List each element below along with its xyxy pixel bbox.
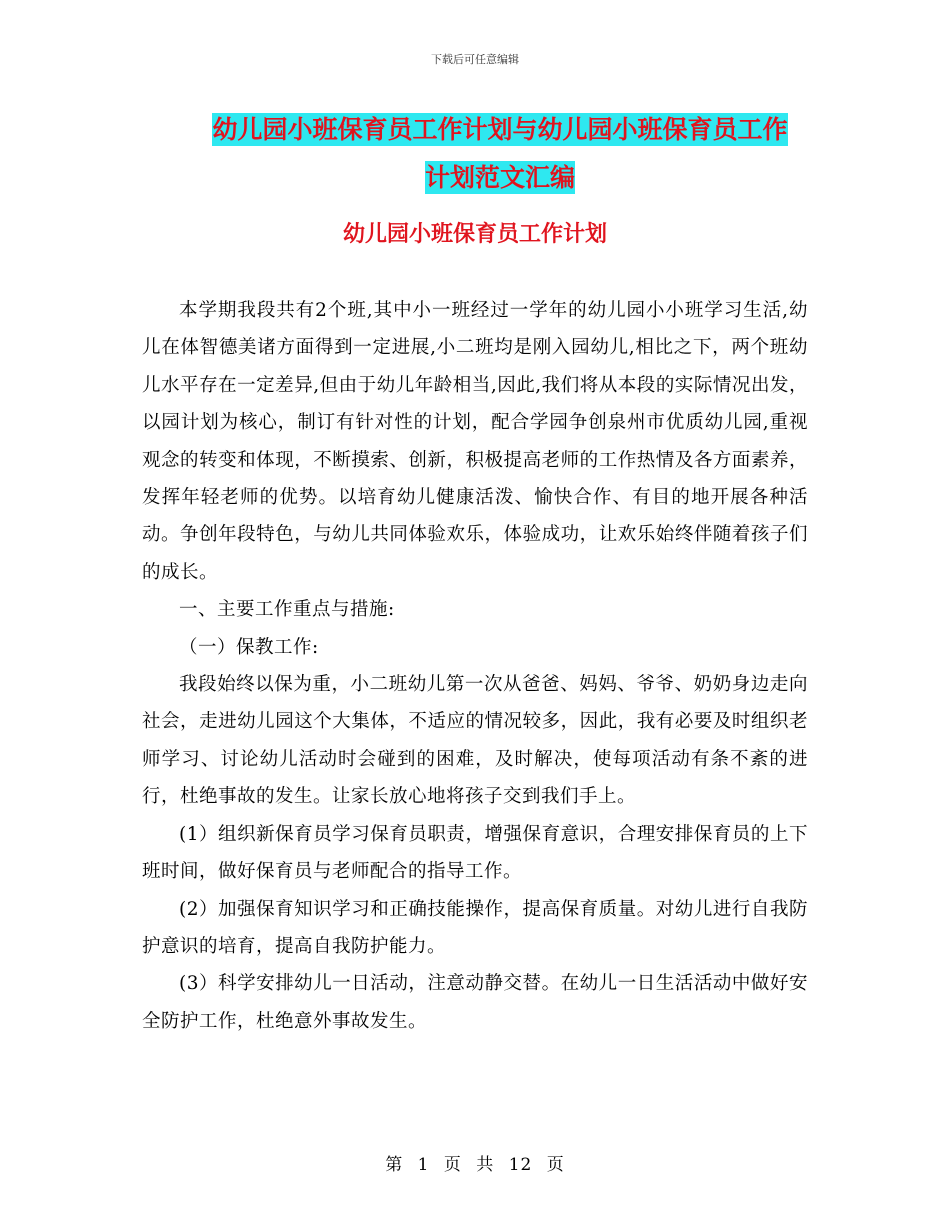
footer-label-ye: 页 [443,1155,462,1175]
list-item-1: (1）组织新保育员学习保育员职责，增强保育意识，合理安排保育员的上下班时间，做好保育员与老师配合的指导工作。 [142,823,808,883]
section-title: 幼儿园小班保育员工作计划 [342,222,607,247]
page-footer [0,1152,950,1178]
footer-label-page: 第 [385,1155,404,1175]
care-work-paragraph: 我段始终以保为重，小二班幼儿第一次从爸爸、妈妈、爷爷、奶奶身边走向社会，走进幼儿园这个大集体，不适应的情况较多，因此，我有必要及时组织老师学习、讨论幼儿活动时会碰到的困难，及时解决，使每项活动有条不紊的进行，杜绝事故的发生。让家长放心地将孩子交到我们手上。 [142,674,808,808]
subheading-care-work: （一）保教工作: [179,636,319,658]
document-title [150,106,850,202]
heading-main-work: 一、主要工作重点与措施: [179,599,395,621]
document-title-line1: 幼儿园小班保育员工作计划与幼儿园小班保育员工作 [212,115,788,144]
footer-page-number: 1 [417,1155,430,1175]
document-title-line2: 计划范文汇编 [424,163,575,192]
list-item-3: (3）科学安排幼儿一日活动，注意动静交替。在幼儿一日生活活动中做好安全防护工作，杜绝意外事故发生。 [142,973,808,1032]
footer-label-ye-2: 页 [546,1155,565,1175]
intro-paragraph: 本学期我段共有2个班,其中小一班经过一学年的幼儿园小小班学习生活,幼儿在体智德美诸方面得到一定进展,小二班均是刚入园幼儿,相比之下，两个班幼儿水平存在一定差异,但由于幼儿年龄相当,因此,我们将从本段的实际情况出发，以园计划为核心，制订有针对性的计划，配合学园争创泉州市优质幼儿园,重视观念的转变和体现，不断摸索、创新，积极提高老师的工作热情及各方面素养，发挥年轻老师的优势。以培育幼儿健康活泼、愉快合作、有目的地开展各种活动。争创年段特色，与幼儿共同体验欢乐，体验成功，让欢乐始终伴随着孩子们的成长。 [142,300,808,583]
document-body [142,292,808,1040]
list-item-2: (2）加强保育知识学习和正确技能操作，提高保育质量。对幼儿进行自我防护意识的培育，提高自我防护能力。 [142,898,808,957]
footer-label-total: 共 [476,1155,495,1175]
page-header-note: 下载后可任意编辑 [431,53,519,66]
footer-total-pages: 12 [508,1155,533,1175]
